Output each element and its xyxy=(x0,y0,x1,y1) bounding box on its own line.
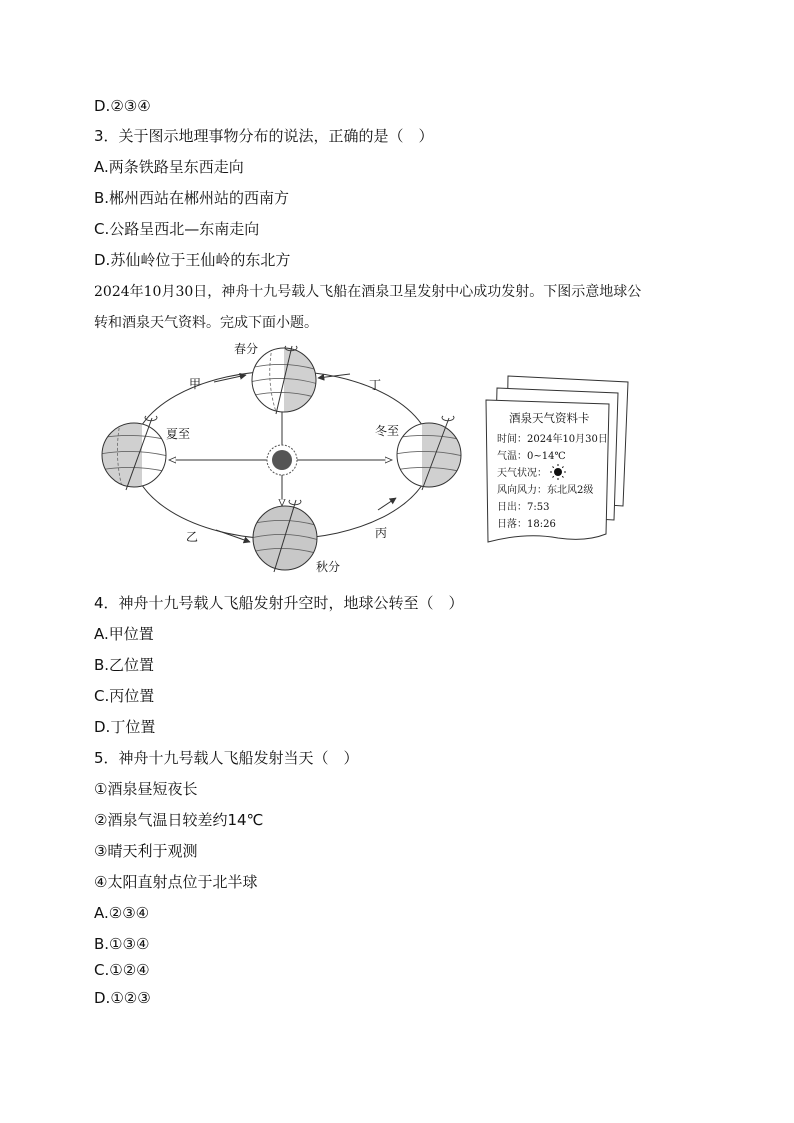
card-sunset: 日落：18:26 xyxy=(497,519,556,530)
q4-option-a: A.甲位置 xyxy=(94,625,154,643)
q4-option-d: D.丁位置 xyxy=(94,718,156,736)
q3-option-b: B.郴州西站在郴州站的西南方 xyxy=(94,189,290,207)
q5-statement-4: ④太阳直射点位于北半球 xyxy=(94,873,258,891)
orbit-figure xyxy=(96,338,636,578)
q3-option-a: A.两条铁路呈东西走向 xyxy=(94,158,244,176)
card-title: 酒泉天气资料卡 xyxy=(509,411,590,425)
card-sunrise: 日出：7:53 xyxy=(497,502,550,513)
sun-icon xyxy=(267,445,297,475)
earth-winter-icon xyxy=(395,416,463,490)
q5-option-c: C.①②④ xyxy=(94,961,150,979)
earth-spring-icon xyxy=(250,346,318,414)
intro-line-1: 2024年10月30日，神舟十九号载人飞船在酒泉卫星发射中心成功发射。下图示意地球公 xyxy=(94,284,642,300)
label-summer: 夏至 xyxy=(166,427,191,441)
q3-option-c: C.公路呈西北—东南走向 xyxy=(94,220,260,238)
q5-option-d: D.①②③ xyxy=(94,989,151,1007)
q4-stem: 4．神舟十九号载人飞船发射升空时，地球公转至（ ） xyxy=(94,594,464,612)
q5-statement-2: ②酒泉气温日较差约14℃ xyxy=(94,811,264,829)
q4-option-c: C.丙位置 xyxy=(94,687,155,705)
q3-option-d: D.苏仙岭位于王仙岭的东北方 xyxy=(94,251,291,269)
card-condition-label: 天气状况： xyxy=(497,468,547,479)
q5-statement-3: ③晴天利于观测 xyxy=(94,842,198,860)
q4-option-b: B.乙位置 xyxy=(94,656,155,674)
q3-stem: 3．关于图示地理事物分布的说法，正确的是（ ） xyxy=(94,127,434,145)
q5-option-a: A.②③④ xyxy=(94,904,150,922)
earth-summer-icon xyxy=(100,416,168,490)
intro-line-2: 转和酒泉天气资料。完成下面小题。 xyxy=(94,315,318,331)
label-yi: 乙 xyxy=(186,530,199,544)
orbit-arrow-bing xyxy=(378,498,396,510)
label-winter: 冬至 xyxy=(375,424,400,438)
label-spring: 春分 xyxy=(234,342,259,356)
weather-card xyxy=(486,376,628,542)
q2-option-d: D.②③④ xyxy=(94,97,151,115)
q5-statement-1: ①酒泉昼短夜长 xyxy=(94,780,198,798)
earth-autumn-icon xyxy=(251,500,319,572)
label-ding: 丁 xyxy=(369,378,382,392)
label-jia: 甲 xyxy=(189,377,202,391)
q5-stem: 5．神舟十九号载人飞船发射当天（ ） xyxy=(94,749,359,767)
card-temp: 气温：0~14℃ xyxy=(497,451,566,462)
card-time: 时间：2024年10月30日 xyxy=(497,434,608,445)
card-wind: 风向风力：东北风2级 xyxy=(497,485,594,496)
label-bing: 丙 xyxy=(375,526,388,540)
label-autumn: 秋分 xyxy=(316,560,341,574)
q5-option-b: B.①③④ xyxy=(94,935,150,953)
